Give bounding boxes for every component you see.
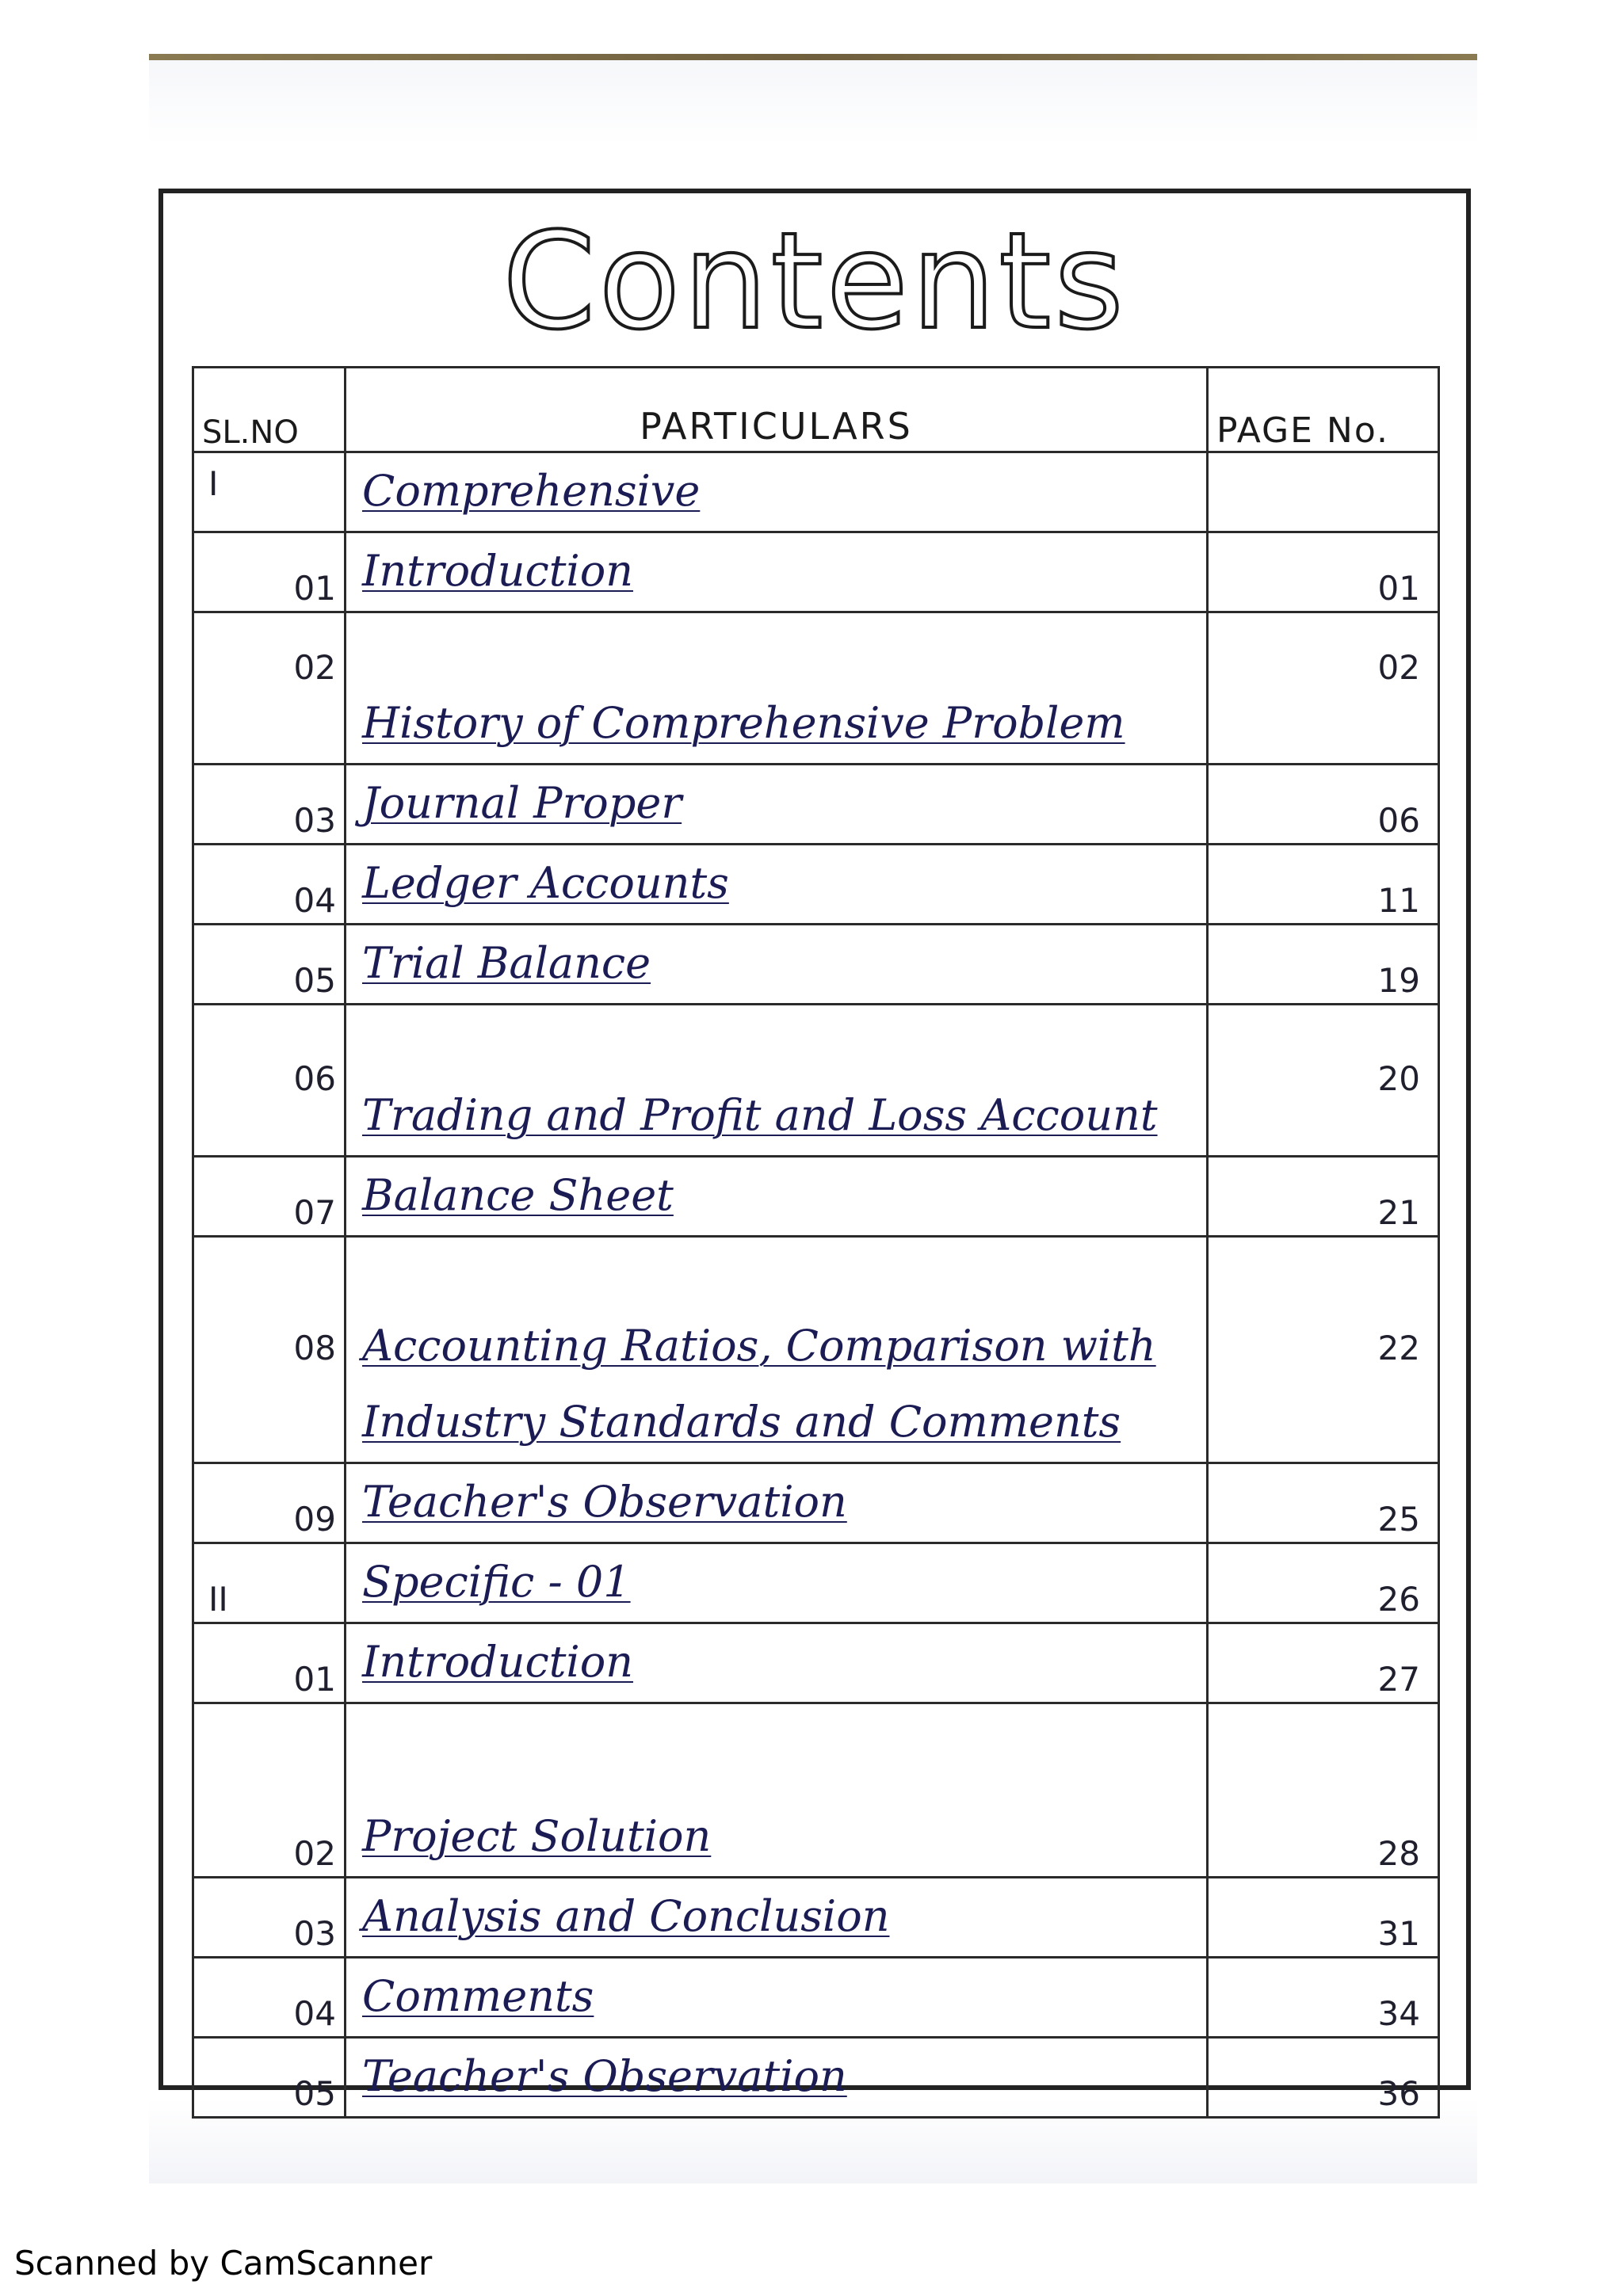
- page-title: Contents: [502, 204, 1127, 359]
- row-page-no: [1208, 452, 1439, 532]
- row-particular: Balance Sheet: [346, 1157, 1208, 1237]
- table-row: [193, 765, 1439, 845]
- row-particular: Project Solution: [346, 1703, 1208, 1878]
- row-sl-no: 05: [193, 2038, 346, 2118]
- row-page-no: 27: [1208, 1623, 1439, 1703]
- row-particular: Trading and Profit and Loss Account: [346, 1005, 1208, 1157]
- header-row: [193, 368, 1439, 452]
- row-page-no: 02: [1208, 612, 1439, 765]
- table-row: [193, 1878, 1439, 1958]
- row-page-no: 22: [1208, 1237, 1439, 1463]
- row-sl-no: II: [193, 1543, 346, 1623]
- row-page-no: 11: [1208, 845, 1439, 925]
- row-page-no: 28: [1208, 1703, 1439, 1878]
- row-particular: Introduction: [346, 532, 1208, 612]
- row-sl-no: 02: [193, 1703, 346, 1878]
- row-page-no: 19: [1208, 925, 1439, 1005]
- row-page-no: 25: [1208, 1463, 1439, 1543]
- table-row: [193, 1543, 1439, 1623]
- row-particular: Comments: [346, 1958, 1208, 2038]
- row-sl-no: 07: [193, 1157, 346, 1237]
- header-page-no: PAGE No.: [1208, 368, 1439, 452]
- row-page-no: 20: [1208, 1005, 1439, 1157]
- row-particular: Comprehensive: [346, 452, 1208, 532]
- table-row: [193, 612, 1439, 765]
- page-top-edge: [149, 54, 1477, 60]
- table-row: [193, 845, 1439, 925]
- row-sl-no: 03: [193, 765, 346, 845]
- row-particular: Ledger Accounts: [346, 845, 1208, 925]
- table-row: [193, 2038, 1439, 2118]
- row-page-no: 21: [1208, 1157, 1439, 1237]
- row-page-no: 34: [1208, 1958, 1439, 2038]
- row-page-no: 01: [1208, 532, 1439, 612]
- row-sl-no: 03: [193, 1878, 346, 1958]
- table-row: [193, 1958, 1439, 2038]
- row-sl-no: 09: [193, 1463, 346, 1543]
- table-row: [193, 1157, 1439, 1237]
- table-row: [193, 925, 1439, 1005]
- row-particular: Teacher's Observation: [346, 2038, 1208, 2118]
- header-particulars: PARTICULARS: [346, 368, 1208, 452]
- row-particular: Trial Balance: [346, 925, 1208, 1005]
- row-sl-no: 05: [193, 925, 346, 1005]
- row-page-no: 06: [1208, 765, 1439, 845]
- header-sl-no: SL.NO: [193, 368, 346, 452]
- row-particular: Specific - 01: [346, 1543, 1208, 1623]
- scanner-watermark: Scanned by CamScanner: [14, 2244, 433, 2283]
- table-row: [193, 532, 1439, 612]
- row-particular: Journal Proper: [346, 765, 1208, 845]
- table-row: [193, 1237, 1439, 1463]
- row-sl-no: 04: [193, 845, 346, 925]
- row-sl-no: 01: [193, 1623, 346, 1703]
- row-particular: Analysis and Conclusion: [346, 1878, 1208, 1958]
- row-sl-no: 02: [193, 612, 346, 765]
- row-sl-no: I: [193, 452, 346, 532]
- row-page-no: 31: [1208, 1878, 1439, 1958]
- table-row: [193, 1703, 1439, 1878]
- table-row: [193, 452, 1439, 532]
- row-particular: History of Comprehensive Problem: [346, 612, 1208, 765]
- row-particular: Accounting Ratios, Comparison with Industry Standards and Comments: [346, 1237, 1208, 1463]
- row-sl-no: 08: [193, 1237, 346, 1463]
- row-sl-no: 01: [193, 532, 346, 612]
- row-sl-no: 06: [193, 1005, 346, 1157]
- row-page-no: 36: [1208, 2038, 1439, 2118]
- row-page-no: 26: [1208, 1543, 1439, 1623]
- table-row: [193, 1005, 1439, 1157]
- contents-table: [192, 366, 1440, 2119]
- table-row: [193, 1463, 1439, 1543]
- table-row: [193, 1623, 1439, 1703]
- row-sl-no: 04: [193, 1958, 346, 2038]
- row-particular: Introduction: [346, 1623, 1208, 1703]
- row-particular: Teacher's Observation: [346, 1463, 1208, 1543]
